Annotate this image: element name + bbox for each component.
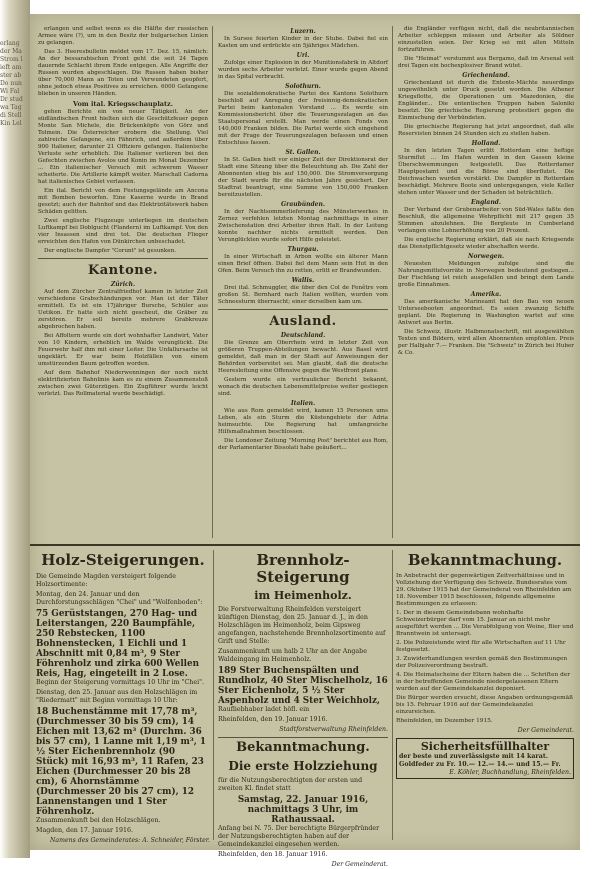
ad-signature: E. Köhler, Buchhandlung, Rheinfelden. [449,769,571,776]
ad-date: Samstag, 22. Januar 1916, nachmittags 3 Uhr, im Rathaussaal. [237,795,369,825]
subheading: Amerika. [470,291,502,298]
ad-signature: Der Gemeinderat. [517,727,574,734]
ad-place: Rheinfelden, den 18. Januar 1916. [218,851,328,858]
column-1 [38,26,208,538]
column-2 [218,26,388,538]
advertisement-rule [30,544,580,546]
subheading: Norwegen. [467,253,505,260]
ad-text: Die Gemeinde Magden versteigert folgende Holzsortimente: [36,573,176,588]
ad-title: Holz-Steigerungen. [41,551,205,569]
paragraph: Zufolge einer Explosion in der Munitionsfabrik in Altdorf wurden sechs Arbeiter verletzt. Einer wurde gegen Abend in das Spital verbracht. [218,60,388,80]
spine-text: erlang der Ma Strom lieft am ster ab Do nun Wi Fal Dr stud wa Tag di Stell Kin Lel [0,40,23,127]
subheading: Luzern. [290,28,316,35]
ad-text: Anfang bei N. 75. Der berechtigte Bürgerpfründer der Nutzungsberechtigten haben auf der Gemeindekanzlei eingesehen werden. [218,825,380,848]
ad-title: Bekanntmachung. [236,740,370,755]
ad-text: der beste und zuverlässigste mit 14 karat. Goldfeder zu Fr. 10.— 12.— 14.— und 15.— Fr. [399,753,561,768]
paragraph: Die sozialdemokratische Partei des Kantons Solothurn beschloß auf Anregung der freisinnig-demokratischen Partei beim kantonalen Vorstand ... Es werde ein Kommissionsbericht über die Teuerungszulagen an das Staatspersonal erstellt. Man werde einen Fonds von 140,000 Franken bilden. Die Partei werde sich eingehend mit der Frage der Teuerungszulagen befassen und einen Entschluss fassen. [218,91,388,146]
subheading: Griechenland. [462,72,510,79]
ad-text: 2. Die Polizeistunde wird für alle Wirtschaften auf 11 Uhr festgesetzt. [396,640,566,653]
column-rule [392,26,393,538]
subheading: Solothurn. [285,83,321,90]
divider [38,258,208,259]
paragraph: In Sursee feierten Kinder in der Stube. Dabei fiel ein Kasten um und erdrückte ein 5jähriges Mädchen. [218,36,388,49]
paragraph: Zwei englische Flugzeuge unterliegen im deutschen Luftkampf bei Doblgucht (Flandern) im Luftkampf. Von den vier Insassen sind drei tot. Die deutschen Flieger erreichten den Hafen von Dünkirchen unbeschadet. [38,218,208,245]
paragraph: Die englische Regierung erklärt, daß sie nach Kriegsende das Dienstpflichtgesetz wieder abschaffen werde. [398,237,574,250]
ad-subtitle: im Heimenholz. [254,589,352,602]
paragraph: Wie aus Rom gemeldet wird, kamen 15 Personen ums Leben, als ein Sturm die Küstengebiete der Adria heimsuchte. Die Regierung hat umfangreiche Hilfsmaßnahmen beschlossen. [218,408,388,435]
paragraph: In St. Gallen hielt vor einiger Zeit der Direktionsrat der Stadt eine Sitzung über die Beleuchtung ab. Die Zahl der Abonnenten stieg bis auf 150,000. Die Stromversorgung der Stadt wurde für die nächsten Jahre gesichert. Der Stadtrat beantragt, eine Summe von 150,000 Franken bereitzustellen. [218,157,388,198]
ad-text: Die Bürger werden ersucht, diese Angaben ordnungsgemäß bis 15. Februar 1916 auf der Gemeindekanzlei einzureichen. [396,695,573,715]
ad-place: Magden, den 17. Januar 1916. [36,827,134,834]
ad-bekanntmachung [396,550,574,840]
paragraph: Die "Heimat" verstummt aus Bergamo, daß im Arsenal seit drei Tagen ein hochexplosiver Brand wütet. [398,56,574,69]
ad-text: Raufliebhaber ladet höfl. ein [218,706,310,713]
paragraph: Gestern wurde ein vertraulicher Bericht bekannt, wonach die deutschen Lebensmittelpreise weiter gestiegen sind. [218,377,388,397]
column-rule [213,550,214,840]
ad-title: Bekanntmachung. [407,551,563,569]
paragraph: Die Schweiz, illustr. Halbmonatsschrift, mit ausgewählten Texten und Bildern, wird allen Abonnenten empfohlen. Preis per Halbjahr 7.— Franken. Die "Schweiz" in Zürich bei Huber & Co. [398,329,574,356]
ad-text: Zusammenkunft um halb 2 Uhr an der Angabe Waldeingang im Heimenholz. [218,648,367,663]
paragraph: Der englische Dampfer "Corunt" ist gesunken. [44,248,176,254]
paragraph: Drei ital. Schmuggler, die über den Col de Fenêtre vom großen St. Bernhard nach Italien wollten, wurden vom Schneesturm überrascht; einer derselben kam um. [218,285,388,305]
subheading: Thurgau. [287,246,319,253]
book-spine [0,0,30,858]
ad-text: In Anbetracht der gegenwärtigen Zeitverhältnisse und in Vollziehung der Verfügung des Schweiz. Bundesrates vom 29. Oktober 1915 hat der Gemeinderat von Rheinfelden am 18. November 1915 beschlossen, folgende allgemeine Bestimmungen zu erlassen: [396,573,572,607]
ad-lots: 75 Gerüststangen, 270 Hag- und Leiterstangen, 220 Baumpfähle, 250 Rebstecken, 1100 Bohnenstecken, 1 Eichli und 1 Abschnitt mit 0,84 m³, 9 Ster Föhrenholz und zirka 600 Wellen Reis, Hag, eingeteilt in 2 Lose. [36,609,200,679]
paragraph: Auf dem Bahnhof Niederwenningen der noch nicht elektrifizierten Bahnlinie kam es zu einem Zusammenstoß zwischen zwei Güterzügen. Ein Zugführer wurde leicht verletzt. Das Rollmaterial wurde beschädigt. [38,370,208,397]
ad-text: 3. Zuwiderhandlungen werden gemäß den Bestimmungen der Polizeiverordnung bestraft. [396,656,568,669]
divider [218,309,388,310]
ad-text: Dienstag, den 25. Januar aus den Holzschlägen im "Riedermatt" mit Beginn vormittags 10 Uhr: [36,689,198,704]
subheading: Deutschland. [280,332,326,339]
ad-text: 1. Der in diesem Gemeindebann wohnhafte Schweizerbürger darf vom 15. Januar an nicht mehr ausgeführt werden ... Die Verabfolgung von Weine, Bier und Branntwein ist untersagt. [396,610,574,637]
paragraph: Die Londoner Zeitung "Morning Post" berichtet aus Rom, der Parlamentarier Bissolati habe geäußert... [218,438,388,451]
subheading: St. Gallen. [285,149,321,156]
ad-body [396,573,574,734]
paragraph: die Engländer verfügen nicht, daß die neubritannischen Arbeiter schleppen müssen und Arbeiter als Söldner einzustellen seien. Der Krieg sei mit allen Mitteln fortzuführen. [398,26,574,53]
subheading: Graubünden. [281,201,325,208]
ad-text: für die Nutzungsberechtigten der ersten und zweiten Kl. findet statt [218,777,363,792]
ad-text: 4. Die Heimatscheine der Eltern haben die ... Schriften der in der betreffenden Gemeinde niedergelassenen Eltern wurden auf der Gemeindekanzlei deponiert. [396,672,571,692]
subheading: England. [471,199,501,206]
paragraph: gehen Berichte ein von neuer Tätigkeit. An der südländischen Front hielten sich die Geschützfeuer gegen Monte San Michele, die Brückenköpfe von Görz und Tolmein. Die Österreicher erobern die Stellung. Viel zahlreiche Gefangene, ein Fähnrich, und außerdem über 900 Italiener, darunter 21 Offiziere gefangen. Italienische Verluste sehr erheblich. Die Italiener verlieren bei den Gefechten zwischen Avolos und Konin im Monat Dezember ... Ein italienischer Versuch mit schwerem Wasser scheiterte. Die Artillerie kämpft weiter. Marschall Cadorna hat italienisches Gebiet verlassen. [38,109,208,185]
section-heading-kantone: Kantone. [87,263,159,278]
ad-signature: Namens des Gemeinderates: A. Schneider, Förster. [49,837,210,844]
ad-holz-steigerungen [36,550,210,844]
divider [218,737,388,738]
paragraph: Ein ital. Bericht von dem Festungsgelände am Ancona mit Bomben beworfen. Eine Kaserne wurde in Brand gesetzt; auch der Bahnhof und das Elektrizitätswerk haben Schäden gelitten. [38,188,208,215]
ad-signature: Der Gemeinderat. [331,861,388,868]
paragraph: In einer Wirtschaft in Arbon wollte ein älterer Mann einen Brief öffnen. Dabei fiel dem Mann sein Hut in den Ofen. Beim Versuch ihn zu retten, erlitt er Brandwunden. [218,254,388,274]
section-heading-ausland: Ausland. [269,314,337,329]
subheading: Uri. [296,52,310,59]
paragraph: Das amerikanische Marineamt hat den Bau von neuen Unterseebooten angeordnet. Es seien zwanzig Schiffe geplant. Die Regierung in Washington wartet auf eine Antwort aus Berlin. [398,299,574,326]
paragraph: Die griechische Regierung hat jetzt angeordnet, daß alle Reservisten binnen 24 Stunden sich zu stellen haben. [398,124,574,137]
column-rule [212,26,213,538]
ad-text: Beginn der Steigerung vormittags 10 Uhr im "Chei". [36,679,204,686]
subheading: Zürich. [110,281,136,288]
subheading: Italien. [290,400,316,407]
ad-box-fuellhalter [396,738,574,779]
ad-title: Brennholz-Steigerung [256,551,350,586]
paragraph: Auf dem Zürcher Zentralfriedhof kamen in letzter Zeit verschiedene Grabschändungen vor. Man ist der Täter ermittelt. Es ist ein 17jähriger Bursche, Schüler aus Uetikon. Er hatte sich nicht gescheut, die Gräber zu zerstören. Er soll bereits mehrere Grabkreuze abgebrochen haben. [38,289,208,330]
paragraph: Das 3. Heeresbulletin meldet vom 17. Dez. 15, nämlich: An der bessarabischen Front geht die seit 24 Tagen dauernde Schlacht ihrem Ende entgegen. Alle Angriffe der Russen wurden abgeschlagen. Die Russen haben bisher über 70,000 Mann an Toten und Verwundeten geopfert, ohne jedoch etwas Positives zu erreichen. 6000 Gefangene blieben in unseren Händen. [38,49,208,97]
ad-body [218,606,388,734]
paragraph: In den letzten Tagen erlitt Rotterdam eine heftige Sturmflut ... Im Hafen wurden in den Gassen kleine Überschwemmungen festgestellt. Das Rotterdamer Hauptpostamt und die Börse sind überflutet. Die Deichwachen wurden verstärkt. Die Dampfer in Rotterdam beschädigt. Mehrere Boote sind untergegangen, viele Keller stehen unter Wasser und der Schaden ist beträchtlich. [398,148,574,196]
paragraph: Griechenland ist durch die Entente-Mächte neuerdings ungewöhnlich unter Druck gesetzt worden. Die Athener Kriegsflotte, die Operationen um Mazedonien, die Engländer... Die ententischen Truppen haben Saloniki besetzt. Die griechische Regierung protestiert gegen die Einmischung der Verbündeten. [398,80,574,121]
ad-body [36,573,210,845]
subheading: Wallis. [291,277,315,284]
subheading: Holland. [471,140,501,147]
ad-body [218,777,388,869]
ad-lots: 189 Ster Buchenspälten und Rundholz, 40 Ster Mischelholz, 16 Ster Eichenholz, 5 ½ Ster Aspenholz und 4 Ster Weichholz, [218,666,388,706]
column-3 [398,26,574,538]
ad-title: Sicherheitsfüllhalter [420,740,550,753]
ad-place: Rheinfelden, den 19. Januar 1916. [218,716,328,723]
paragraph: Neuesten Meldungen zufolge sind die Nahrungsmittelvorräte in Norwegen bedeutend gestiegen... Der Fischfang ist reich ausgefallen und bringt dem Lande große Einnahmen. [398,261,574,288]
ad-signature: Stadtforstverwaltung Rheinfelden. [279,726,388,733]
newspaper-page [30,14,580,868]
paragraph: Der Verband der Grubenarbeiter von Süd-Wales faßte den Beschluß, die allgemeine Wehrpflicht mit 217 gegen 35 Stimmen abzulehnen. Die Bergleute in Cumberland verlangen eine Lohnerhöhung von 20 Prozent. [398,207,574,234]
ad-text: Zusammenkunft bei den Holzschlägen. [36,817,161,824]
paragraph: Die Grenze am Oberrhein wird in letzter Zeit von größeren Truppen-Abteilungen bewacht. Aus Basel wird gemeldet, daß man in der Stadt auf Anweisungen der Behörden vorbereitet sei. Man glaubt, daß die deutsche Heeresleitung eine Offensive gegen die Westfront plane. [218,340,388,374]
heading: Vom ital. Kriegsschauplatz. [73,100,173,108]
ad-place: Rheinfelden, im Dezember 1915. [396,718,493,724]
paragraph: In der Nachtsommerlieferung des Münsterwerkes in Zernez verfehlen letzten Montag nachmittags in einer Zwischenstation drei Arbeiter ihren Halt. In der Leitung konnte nachher nichts ermittelt werden. Den Verunglückten wurde sofort Hilfe geleistet. [218,209,388,243]
ad-text: Die Forstverwaltung Rheinfelden versteigert künftigen Dienstag, den 25. Januar d. J., in den Holzschlägen im Heimenholz, beim Gipsweg angefangen, nachstehende Brennholzsortimente auf Grift und Stelle: [218,606,386,645]
paragraph: erlangen und selbst wenn es die Hälfte der russischen Armee wäre (?), um in den Besitz der bulgarischen Linien zu gelangen. [38,26,208,46]
ad-title: Die erste Holzziehung [228,759,378,773]
paragraph: Bei Affoltern wurde ein dort wohnhafter Landwirt, Vater von 10 Kindern, erheblich im Walde verunglückt. Die Feuerwehr half ihm mit einer Leiter. Die Unfallursache ist ungeklärt. Er war beim Holzfällen von einem umstürzenden Baum getroffen worden. [38,333,208,367]
ad-brennholz-steigerung [218,550,388,868]
column-rule [392,550,393,840]
ad-text: Montag, den 24. Januar und den Durchforstungsschlägen "Chei" und "Wolfenboden": [36,591,203,606]
ad-lots: 18 Buchenstämme mit 17,78 m³, (Durchmesser 30 bis 59 cm), 14 Eichen mit 13,62 m³ (Durchm. 36 bis 57 cm), 1 Lanne mit 1,19 m³, 1 ½ Ster Eichenbrennholz (90 Stück) mit 16,93 m³, 11 Rafen, 23 Eichen (Durchmesser 20 bis 28 cm), 6 Ahornstämme (Durchmesser 20 bis 27 cm), 12 Lannenstangen und 1 Ster Föhrenholz. [36,707,206,817]
